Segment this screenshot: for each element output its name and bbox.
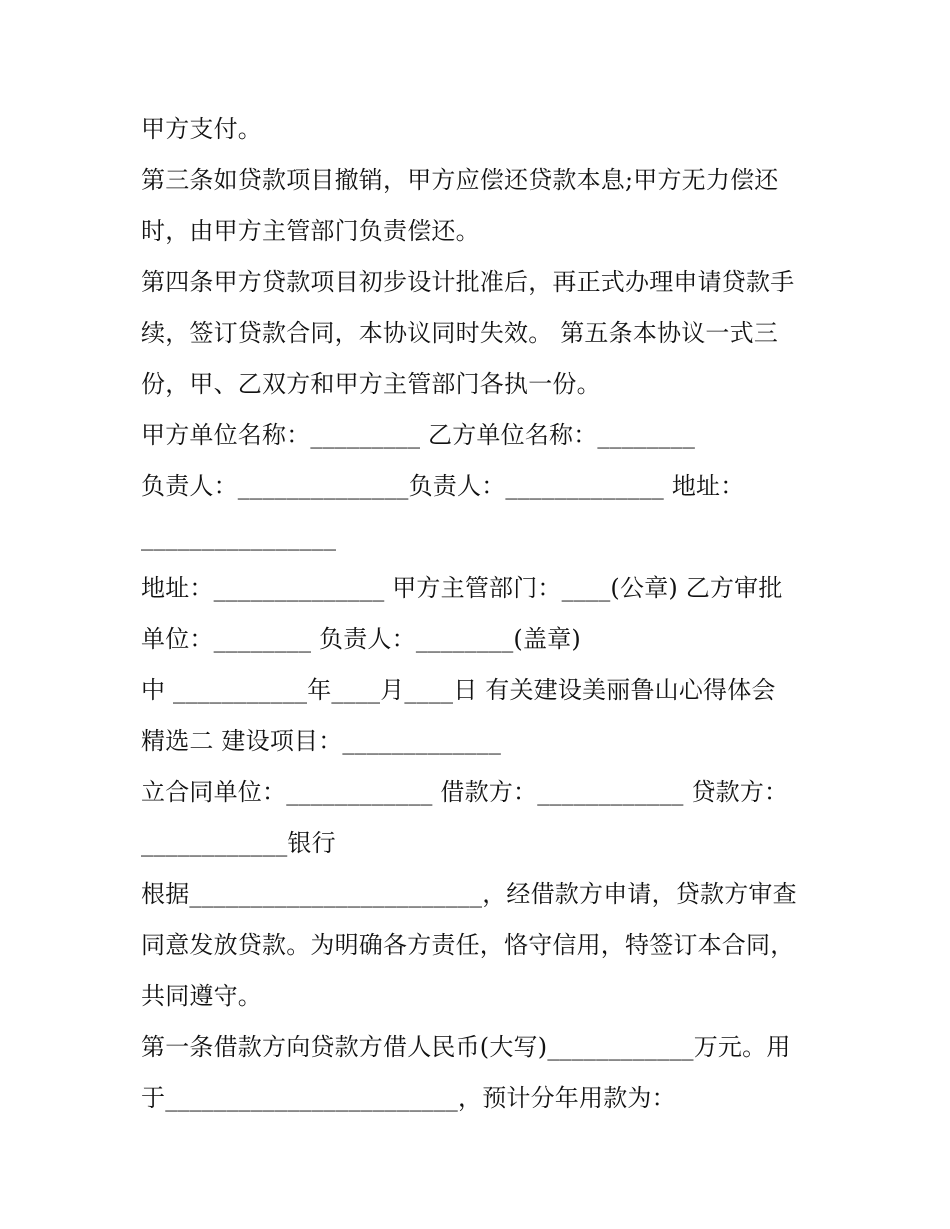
text-line: 负责人：______________负责人：_____________ 地址：: [141, 472, 745, 500]
text-line: 精选二 建设项目：_____________: [141, 727, 502, 755]
text-line: 续，签订贷款合同，本协议同时失效。 第五条本协议一式三: [141, 319, 779, 347]
text-line: 第四条甲方贷款项目初步设计批准后，再正式办理申请贷款手: [141, 268, 795, 296]
text-line: 中 ___________年____月____日 有关建设美丽鲁山心得体会: [141, 676, 776, 704]
text-line: ____________银行: [141, 829, 336, 857]
text-line: 份，甲、乙双方和甲方主管部门各执一份。: [141, 370, 601, 398]
text-line: 地址：______________ 甲方主管部门：____(公章) 乙方审批: [141, 574, 783, 602]
text-line: 时，由甲方主管部门负责偿还。: [141, 217, 480, 245]
text-line: 根据________________________，经借款方申请，贷款方审查: [141, 880, 797, 908]
text-line: 立合同单位：____________ 借款方：____________ 贷款方：: [141, 778, 789, 806]
text-line: 甲方单位名称：_________ 乙方单位名称：________: [141, 421, 696, 449]
document-body: [141, 108, 831, 1128]
text-line: 第三条如贷款项目撤销，甲方应偿还贷款本息;甲方无力偿还: [141, 166, 779, 194]
text-line: 共同遵守。: [141, 982, 262, 1010]
text-line: 单位：________ 负责人：________(盖章): [141, 625, 581, 653]
text-line: 甲方支付。: [141, 115, 262, 143]
text-line: 第一条借款方向贷款方借人民币(大写)____________万元。用: [141, 1033, 791, 1061]
text-line: 同意发放贷款。为明确各方责任，恪守信用，特签订本合同，: [141, 931, 795, 959]
text-line: 于________________________，预计分年用款为：: [141, 1084, 676, 1112]
text-line: ________________: [141, 523, 337, 551]
